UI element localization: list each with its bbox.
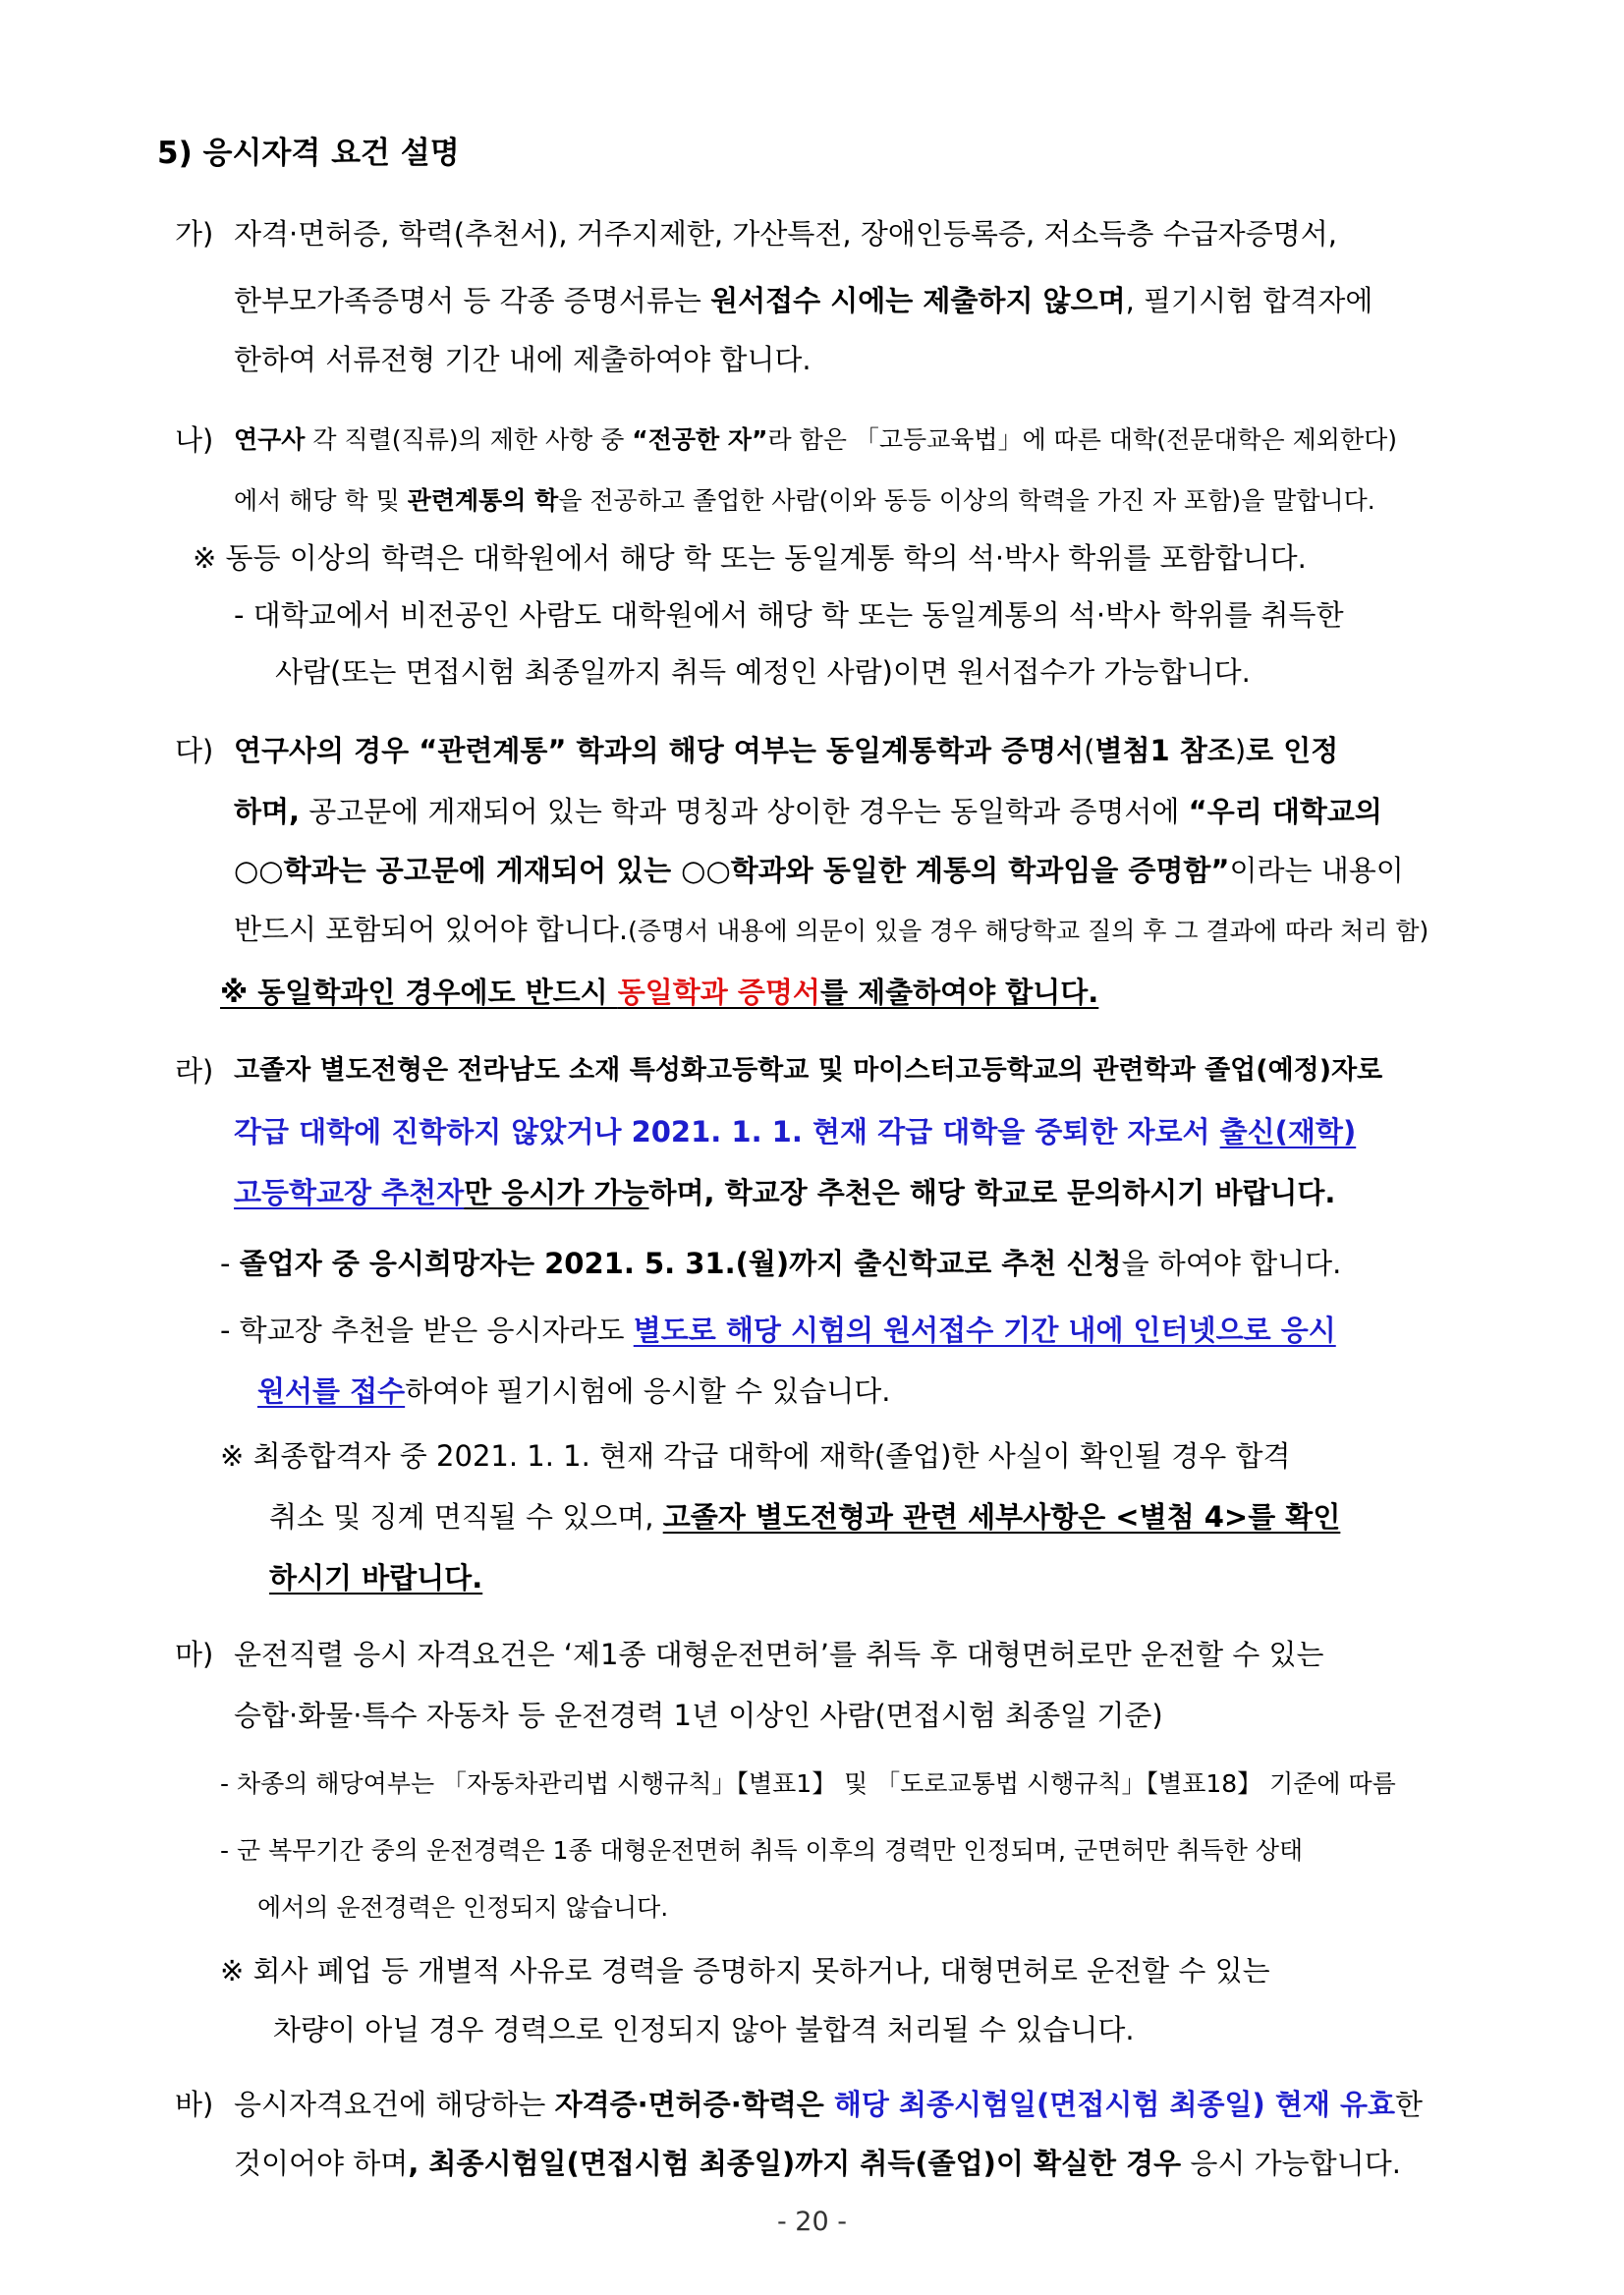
emphasis-text: 원서접수 시에는 제출하지 않으며 [710, 284, 1126, 317]
item-ra-line1: 고졸자 별도전형은 전라남도 소재 특성화고등학교 및 마이스터고등학교의 관련학과 졸업(예정)자로 [234, 1055, 1383, 1086]
item-na-sub-line2: 사람(또는 면접시험 최종일까지 취득 예정인 사람)이면 원서접수가 가능합니다. [275, 655, 1251, 689]
item-da-line3: ○○학과는 공고문에 게재되어 있는 ○○학과와 동일한 계통의 학과임을 증명함”이라는 내용이 [234, 854, 1404, 887]
page-number: - 20 - [776, 2207, 847, 2237]
section-title: 5) 응시자격 요건 설명 [157, 136, 460, 171]
item-marker: 나) [175, 423, 214, 457]
item-ma-sub2-line1: - 군 복무기간 중의 운전경력은 1종 대형운전면허 취득 이후의 경력만 인정되며, 군면허만 취득한 상태 [220, 1836, 1304, 1865]
item-ma-note-line2: 차량이 아닐 경우 경력으로 인정되지 않아 불합격 처리될 수 있습니다. [273, 2013, 1135, 2046]
item-ra-note-line2: 취소 및 징계 면직될 수 있으며, 고졸자 별도전형과 관련 세부사항은 <별첨 4>를 확인 [269, 1500, 1341, 1534]
item-na-line1: 연구사 각 직렬(직류)의 제한 사항 중 “전공한 자”라 함은 「고등교육법」에 따른 대학(전문대학은 제외한다) [234, 425, 1398, 454]
item-da-line4: 반드시 포함되어 있어야 합니다.(증명서 내용에 의문이 있을 경우 해당학교 질의 후 그 결과에 따라 처리 함) [234, 913, 1429, 946]
item-ma-note-line1: ※ 회사 폐업 등 개별적 사유로 경력을 증명하지 못하거나, 대형면허로 운전할 수 있는 [220, 1954, 1270, 1987]
item-na-note: ※ 동등 이상의 학력은 대학원에서 해당 학 또는 동일계통 학의 석·박사 학위를 포함합니다. [193, 541, 1307, 575]
item-ga-line1: 자격·면허증, 학력(추천서), 거주지제한, 가산특전, 장애인등록증, 저소득층 수급자증명서, [234, 217, 1337, 251]
item-da-line1: 연구사의 경우 “관련계통” 학과의 해당 여부는 동일계통학과 증명서(별첨1 참조)로 인정 [234, 734, 1339, 767]
item-marker: 다) [175, 734, 214, 767]
item-ra-line2: 각급 대학에 진학하지 않았거나 2021. 1. 1. 현재 각급 대학을 중퇴한 자로서 출신(재학) [234, 1115, 1357, 1148]
red-emphasis: 동일학과 증명서 [617, 976, 820, 1009]
item-ra-sub1: - 졸업자 중 응시희망자는 2021. 5. 31.(월)까지 출신학교로 추천 신청을 하여야 합니다. [220, 1247, 1342, 1280]
item-da-line2: 하며, 공고문에 게재되어 있는 학과 명칭과 상이한 경우는 동일학과 증명서에 “우리 대학교의 [234, 795, 1382, 828]
item-da-warning: ※ 동일학과인 경우에도 반드시 동일학과 증명서를 제출하여야 합니다. [220, 976, 1099, 1009]
item-ma-line2: 승합·화물·특수 자동차 등 운전경력 1년 이상인 사람(면접시험 최종일 기준) [234, 1699, 1163, 1732]
item-ba-line2: 것이어야 하며, 최종시험일(면접시험 최종일)까지 취득(졸업)이 확실한 경우 응시 가능합니다. [234, 2147, 1401, 2180]
item-marker: 마) [175, 1638, 214, 1671]
item-na-sub-line1: - 대학교에서 비전공인 사람도 대학원에서 해당 학 또는 동일계통의 석·박사 학위를 취득한 [234, 598, 1344, 632]
item-marker: 가) [175, 217, 214, 251]
item-ga-line3: 한하여 서류전형 기간 내에 제출하여야 합니다. [234, 343, 812, 376]
item-ra-line3: 고등학교장 추천자만 응시가 가능하며, 학교장 추천은 해당 학교로 문의하시기 바랍니다. [234, 1176, 1336, 1209]
item-ma-sub2-line2: 에서의 운전경력은 인정되지 않습니다. [257, 1893, 669, 1922]
item-na-line2: 에서 해당 학 및 관련계통의 학을 전공하고 졸업한 사람(이와 동등 이상의 학력을 가진 자 포함)을 말합니다. [234, 486, 1375, 515]
item-ra-sub2-line1: - 학교장 추천을 받은 응시자라도 별도로 해당 시험의 원서접수 기간 내에 인터넷으로 응시 [220, 1314, 1336, 1347]
item-ra-note-line3: 하시기 바랍니다. [269, 1561, 483, 1595]
item-ra-sub2-line2: 원서를 접수하여야 필기시험에 응시할 수 있습니다. [257, 1374, 891, 1408]
item-marker: 바) [175, 2088, 214, 2121]
item-ra-note-line1: ※ 최종합격자 중 2021. 1. 1. 현재 각급 대학에 재학(졸업)한 사실이 확인될 경우 합격 [220, 1439, 1291, 1473]
item-ma-sub1: - 차종의 해당여부는 「자동차관리법 시행규칙」【별표1】 및 「도로교통법 시행규칙」【별표18】 기준에 따름 [220, 1769, 1396, 1798]
item-ma-line1: 운전직렬 응시 자격요건은 ‘제1종 대형운전면허’를 취득 후 대형면허로만 운전할 수 있는 [234, 1638, 1324, 1671]
item-ga-line2: 한부모가족증명서 등 각종 증명서류는 원서접수 시에는 제출하지 않으며, 필기시험 합격자에 [234, 284, 1373, 317]
item-ba-line1: 응시자격요건에 해당하는 자격증·면허증·학력은 해당 최종시험일(면접시험 최종일) 현재 유효한 [234, 2088, 1424, 2121]
item-marker: 라) [175, 1054, 214, 1088]
